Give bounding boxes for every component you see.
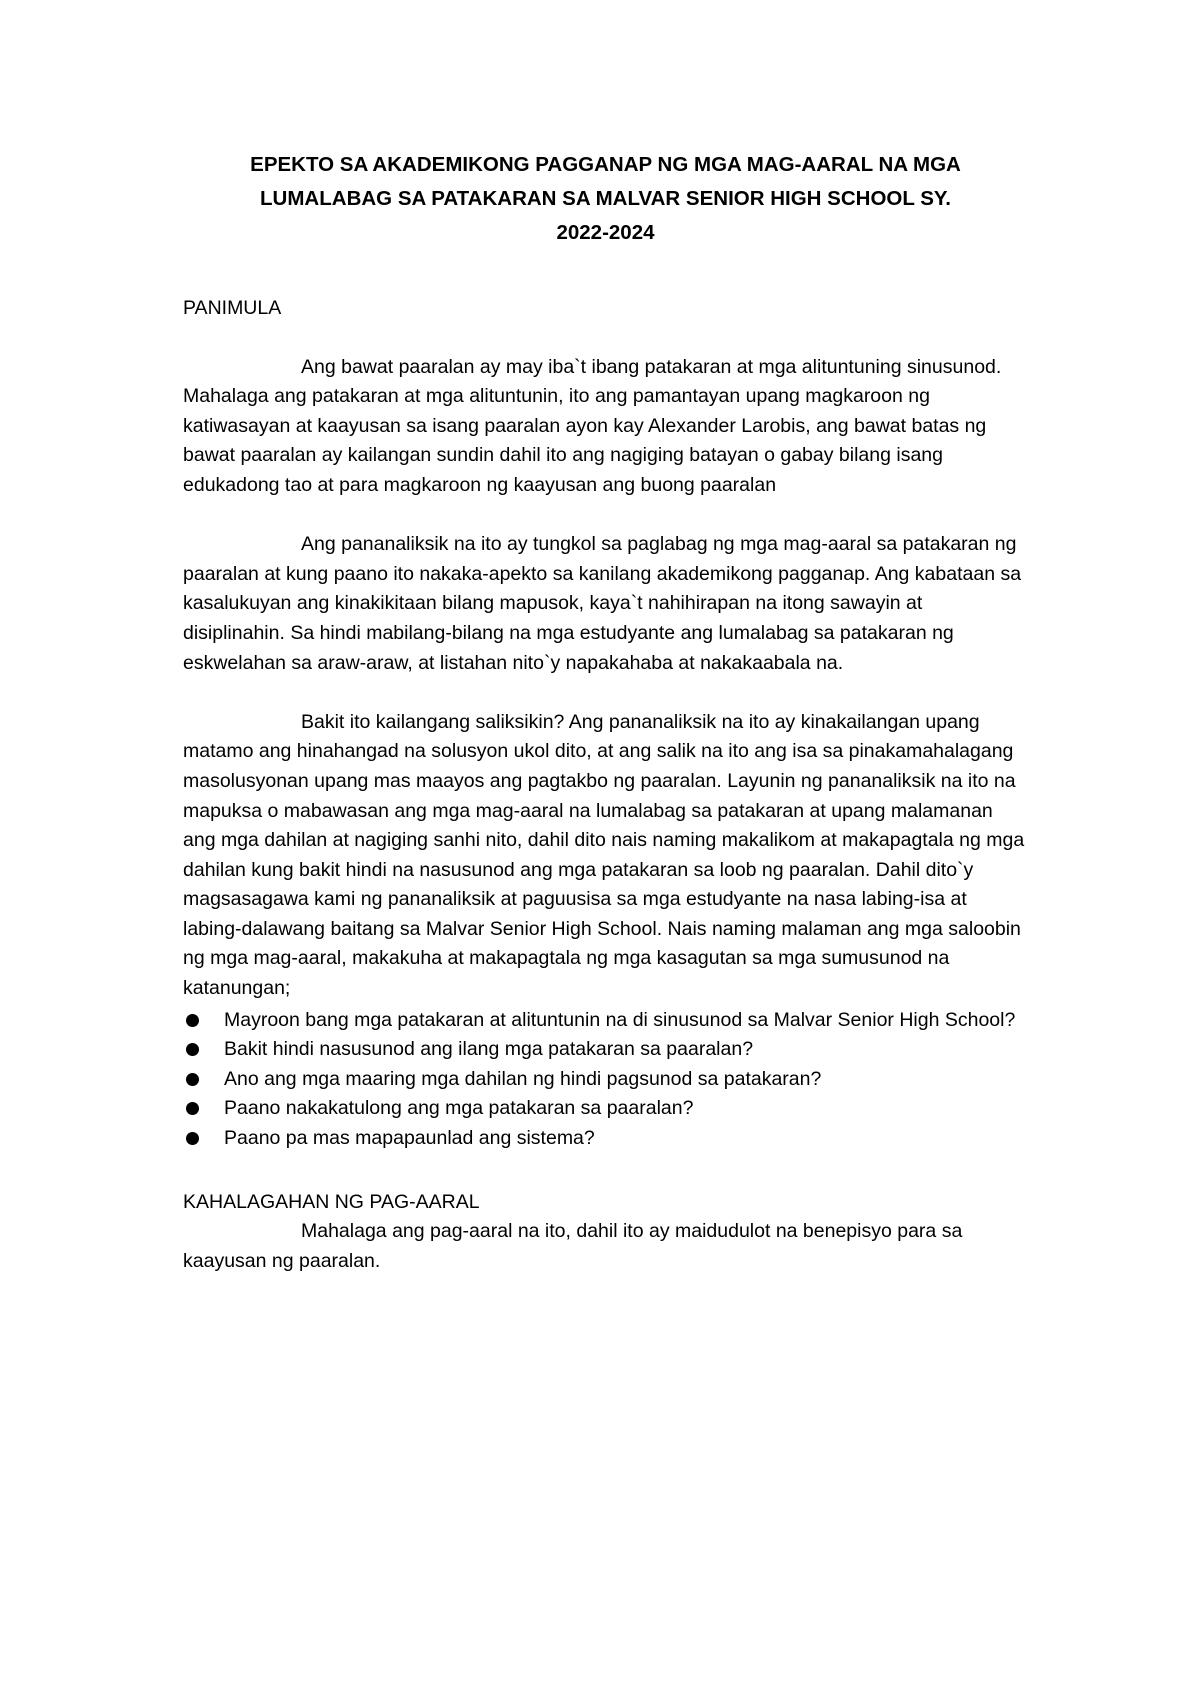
- bullet-icon: [186, 1014, 199, 1027]
- list-item: [183, 1006, 1028, 1036]
- paragraph-3: Bakit ito kailangang saliksikin? Ang pananaliksik na ito ay kinakailangan upang matamo ang hinahangad na solusyon ukol dito, at ang salik na ito ang isa sa pinakamahalagang masolusyonan upang mas maayos ang pagtakbo ng paaralan. Layunin ng pananaliksik na ito na mapuksa o mabawasan ang mga mag-aaral na lumalabag sa patakaran at upang malamanan ang mga dahilan at nagiging sanhi nito, dahil dito nais naming makalikom at makapagtala ng mga dahilan kung bakit hindi na nasusunod ang mga patakaran sa loob ng paaralan. Dahil dito`y magsasagawa kami ng pananaliksik at paguusisa sa mga estudyante na nasa labing-isa at labing-dalawang baitang sa Malvar Senior High School. Nais naming malaman ang mga saloobin ng mga mag-aaral, makakuha at makapagtala ng mga kasagutan sa mga sumusunod na katanungan;: [183, 710, 1025, 1000]
- question-text: Paano pa mas mapapaunlad ang sistema?: [224, 1127, 595, 1150]
- bullet-icon: [186, 1043, 199, 1056]
- section-heading-kahalagahan: KAHALAGAHAN NG PAG-AARAL: [183, 1190, 480, 1213]
- question-text: Bakit hindi nasusunod ang ilang mga patakaran sa paaralan?: [224, 1038, 754, 1061]
- question-text: Mayroon bang mga patakaran at alituntunin na di sinusunod sa Malvar Senior High School?: [224, 1008, 1016, 1031]
- bullet-icon: [186, 1073, 199, 1086]
- title-line-1: EPEKTO SA AKADEMIKONG PAGGANAP NG MGA MAG-AARAL NA MGA: [250, 153, 961, 176]
- list-item: [183, 1094, 1028, 1124]
- list-item: [183, 1035, 1028, 1065]
- question-text: Ano ang mga maaring mga dahilan ng hindi pagsunod sa patakaran?: [224, 1067, 822, 1090]
- title-line-3: 2022-2024: [556, 221, 655, 244]
- questions-list: [183, 1006, 1028, 1154]
- bullet-icon: [186, 1132, 199, 1145]
- list-item: [183, 1065, 1028, 1095]
- document-content: [183, 148, 1028, 1276]
- title-line-2: LUMALABAG SA PATAKARAN SA MALVAR SENIOR HIGH SCHOOL SY.: [260, 187, 951, 210]
- question-text: Paano nakakatulong ang mga patakaran sa paaralan?: [224, 1097, 694, 1120]
- bullet-icon: [186, 1102, 199, 1115]
- section-heading-panimula: PANIMULA: [183, 297, 282, 319]
- kahalagahan-text: Mahalaga ang pag-aaral na ito, dahil ito ay maidudulot na benepisyo para sa kaayusan ng paaralan.: [183, 1220, 963, 1272]
- document-title: [183, 148, 1028, 250]
- list-item: [183, 1124, 1028, 1154]
- paragraph-1: Ang bawat paaralan ay may iba`t ibang patakaran at mga alituntuning sinusunod. Mahalaga ang patakaran at mga alituntunin, ito ang pamantayan upang magkaroon ng katiwasayan at kaayusan sa isang paaralan ayon kay Alexander Larobis, ang bawat batas ng bawat paaralan ay kailangan sundin dahil ito ang nagiging batayan o gabay bilang isang edukadong tao at para magkaroon ng kaayusan ang buong paaralan: [183, 355, 1002, 496]
- paragraph-2: Ang pananaliksik na ito ay tungkol sa paglabag ng mga mag-aaral sa patakaran ng paaralan at kung paano ito nakaka-apekto sa kanilang akademikong pagganap. Ang kabataan sa kasalukuyan ang kinakikitaan bilang mapusok, kaya`t nahihirapan na itong sawayin at disiplinahin. Sa hindi mabilang-bilang na mga estudyante ang lumalabag sa patakaran ng eskwelahan sa araw-araw, at listahan nito`y napakahaba at nakakaabala na.: [183, 533, 1022, 674]
